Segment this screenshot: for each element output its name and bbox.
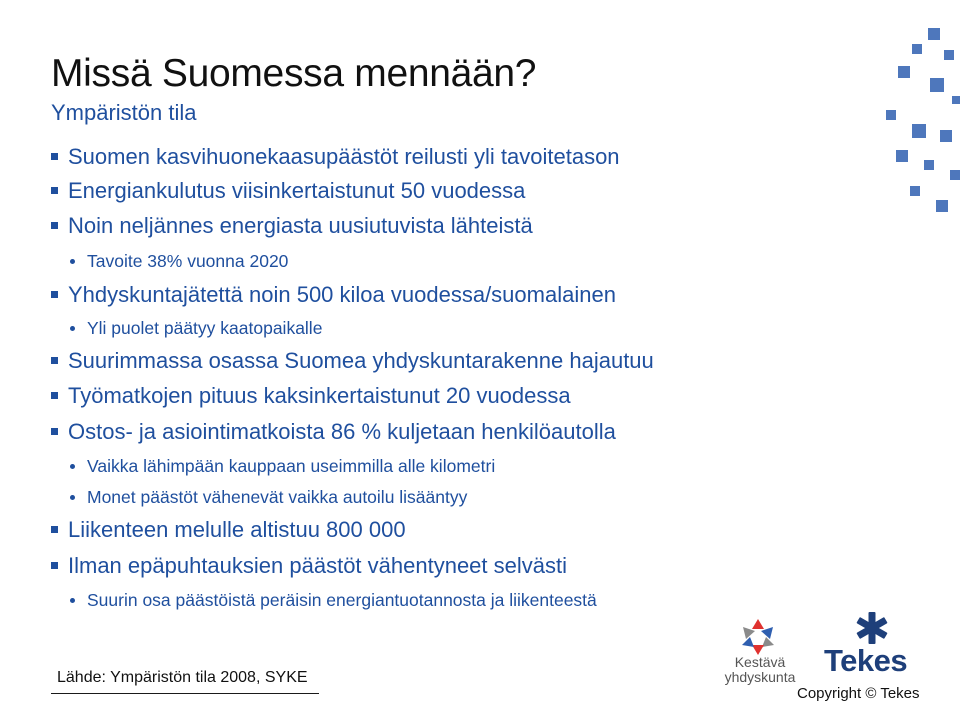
sub-bullet-item <box>70 590 597 611</box>
decorative-square <box>940 130 952 142</box>
source-note: Lähde: Ympäristön tila 2008, SYKE <box>57 669 308 686</box>
decorative-square <box>912 44 922 54</box>
bullet-item <box>51 517 406 543</box>
copyright-text: Copyright © Tekes <box>797 685 920 702</box>
square-bullet-icon <box>51 562 58 569</box>
kestava-yhdyskunta-wordmark <box>720 655 800 685</box>
bullet-text: Suurimmassa osassa Suomea yhdyskuntarakenne hajautuu <box>68 348 654 373</box>
dot-bullet-icon <box>70 464 75 469</box>
square-bullet-icon <box>51 357 58 364</box>
sub-bullet-item <box>70 487 467 508</box>
sub-bullet-item <box>70 456 495 477</box>
bullet-item <box>51 144 620 170</box>
bullet-text: Työmatkojen pituus kaksinkertaistunut 20 vuodessa <box>68 383 571 408</box>
sub-bullet-text: Yli puolet päätyy kaatopaikalle <box>87 318 323 338</box>
sub-bullet-text: Vaikka lähimpään kauppaan useimmilla alle kilometri <box>87 456 496 476</box>
dot-bullet-icon <box>70 326 75 331</box>
bullet-text: Energiankulutus viisinkertaistunut 50 vuodessa <box>68 178 526 203</box>
slide-title: Missä Suomessa mennään? <box>51 52 537 95</box>
bullet-text: Ilman epäpuhtauksien päästöt vähentyneet selvästi <box>68 553 567 578</box>
square-bullet-icon <box>51 392 58 399</box>
tekes-wordmark: Tekes <box>824 643 908 678</box>
sub-bullet-item <box>70 318 322 339</box>
sub-bullet-text: Suurin osa päästöistä peräisin energiantuotannosta ja liikenteestä <box>87 590 597 610</box>
bullet-text: Liikenteen melulle altistuu 800 000 <box>68 517 406 542</box>
slide-subtitle: Ympäristön tila <box>51 100 197 125</box>
square-bullet-icon <box>51 153 58 160</box>
bullet-item <box>51 213 533 239</box>
decorative-square <box>944 50 954 60</box>
decorative-square <box>930 78 944 92</box>
dot-bullet-icon <box>70 495 75 500</box>
bullet-text: Noin neljännes energiasta uusiutuvista lähteistä <box>68 213 533 238</box>
bullet-item <box>51 282 616 308</box>
square-bullet-icon <box>51 291 58 298</box>
decorative-square <box>952 96 960 104</box>
decorative-square <box>928 28 940 40</box>
decorative-square <box>950 170 960 180</box>
decorative-square <box>910 186 920 196</box>
sub-bullet-text: Monet päästöt vähenevät vaikka autoilu lisääntyy <box>87 487 468 507</box>
bullet-item <box>51 419 616 445</box>
decorative-square <box>936 200 948 212</box>
bullet-item <box>51 553 567 579</box>
kestava-line1: Kestävä <box>734 654 786 670</box>
dot-bullet-icon <box>70 598 75 603</box>
bullet-item <box>51 383 571 409</box>
bullet-text: Ostos- ja asiointimatkoista 86 % kuljetaan henkilöautolla <box>68 419 616 444</box>
bullet-text: Suomen kasvihuonekaasupäästöt reilusti yli tavoitetason <box>68 144 620 169</box>
sub-bullet-text: Tavoite 38% vuonna 2020 <box>87 251 289 271</box>
sub-bullet-item <box>70 251 288 272</box>
square-bullet-icon <box>51 222 58 229</box>
square-bullet-icon <box>51 428 58 435</box>
decorative-square <box>924 160 934 170</box>
source-underline <box>51 693 319 694</box>
decorative-square <box>912 124 926 138</box>
bullet-item <box>51 178 525 204</box>
bullet-text: Yhdyskuntajätettä noin 500 kiloa vuodessa/suomalainen <box>68 282 616 307</box>
decorative-square <box>896 150 908 162</box>
bullet-item <box>51 348 654 374</box>
kestava-line2: yhdyskunta <box>724 669 796 685</box>
decorative-square <box>898 66 910 78</box>
square-bullet-icon <box>51 526 58 533</box>
square-bullet-icon <box>51 187 58 194</box>
dot-bullet-icon <box>70 259 75 264</box>
decorative-square <box>886 110 896 120</box>
